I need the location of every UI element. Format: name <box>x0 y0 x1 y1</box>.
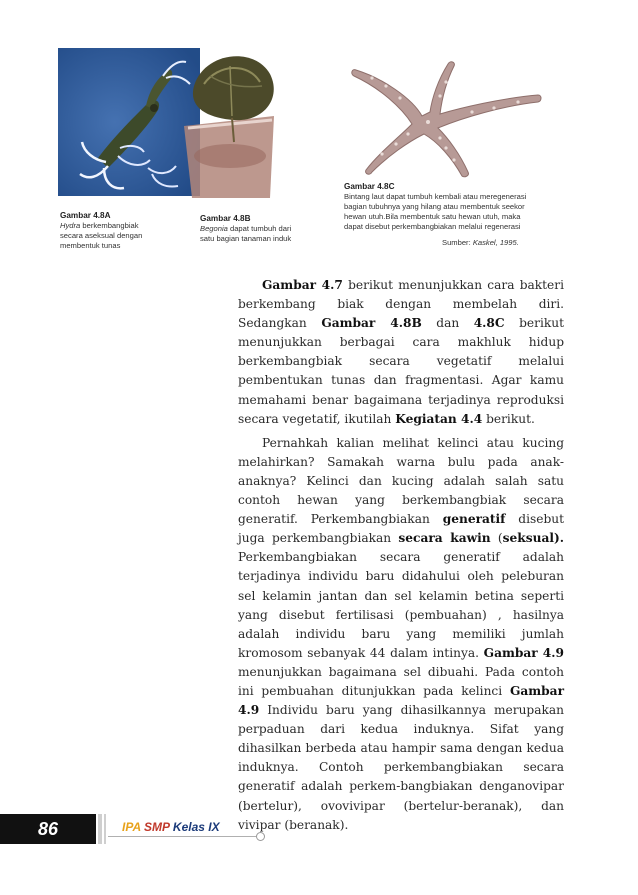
book-title <box>122 820 220 834</box>
text-run: ( <box>490 531 503 546</box>
bold-term: Gambar 4.8B <box>321 316 422 331</box>
caption-text: dapat disebut perkembangbiakan melalui regenerasi <box>344 222 521 231</box>
page-number: 86 <box>0 814 96 844</box>
text-run: disebut juga perkembangbiakan <box>238 512 564 546</box>
caption-title: Gambar 4.8C <box>344 182 395 191</box>
text-run: berikut. <box>482 411 535 426</box>
bold-term: generatif <box>442 512 506 527</box>
caption-figure-4-8c <box>344 181 564 232</box>
book-title-level: SMP <box>144 820 173 834</box>
caption-text: Bintang laut dapat tumbuh kembali atau meregenerasi <box>344 192 527 201</box>
text-run: Perkembangbiakan secara generatif adalah terjadinya individu baru didahului oleh peleburan sel kelamin jantan dan sel kelamin betina seperti yang disebut fertilisasi (pembuahan) , hasilnya adalah individu baru yang memiliki jumlah kromosom sebanyak 44 dalam intinya. <box>238 550 564 660</box>
caption-figure-4-8a <box>60 210 180 251</box>
caption-title: Gambar 4.8B <box>200 214 251 223</box>
bold-term: seksual). <box>502 531 564 546</box>
starfish-photo <box>342 58 548 178</box>
bold-term: Kegiatan 4.4 <box>395 411 483 426</box>
text-run: dan <box>421 316 474 331</box>
main-text <box>238 276 564 835</box>
text-run: berikut menunjukkan cara bakteri berkembang biak dengan membelah diri. Sedangkan <box>238 278 564 331</box>
bold-term: Gambar 4.9 <box>483 645 564 660</box>
caption-species-name: Begonia <box>200 224 228 233</box>
caption-text: membentuk tunas <box>60 241 121 250</box>
bold-term: secara kawin <box>398 531 491 546</box>
footer-divider <box>98 814 102 844</box>
source-label: Sumber: <box>442 238 473 247</box>
text-run: menunjukkan bagaimana sel dibuahi. Pada contoh ini pembuahan ditunjukkan pada kelinci <box>238 664 564 698</box>
paragraph-1 <box>238 276 564 429</box>
image-source <box>442 238 519 247</box>
caption-text: bagian tubuhnya yang hilang atau membentuk seekor <box>344 202 525 211</box>
text-run: berikut menunjukkan berbagai cara makhluk hidup berkembangbiak secara vegetatif melalui pembentukan tunas dan fragmentasi. Agar kamu memahami benar bagaimana terjadinya reproduksi secara vegetatif, ikutilah <box>238 316 564 426</box>
caption-text: hewan utuh.Bila membentuk satu hewan utuh, maka <box>344 212 521 221</box>
bold-term: Gambar 4.9 <box>238 683 564 718</box>
book-title-grade: Kelas IX <box>172 820 220 834</box>
source-name: Kaskel, 1995. <box>472 238 519 247</box>
footer-divider <box>104 814 106 844</box>
bold-term: Gambar 4.7 <box>262 278 343 292</box>
caption-title: Gambar 4.8A <box>60 211 111 220</box>
caption-text: secara aseksual dengan <box>60 231 143 240</box>
footer-circle-ornament <box>256 832 265 841</box>
footer-rule <box>108 836 256 837</box>
text-run: Individu baru yang dihasilkannya merupakan perpaduan dari kedua induknya. Sifat yang dihasilkan berbeda atau hampir sama dengan kedua induknya. Contoh perkembangbiakan secara generatif adalah perkem-bangbiakan denganovipar (bertelur), ovovivipar (bertelur-beranak), dan vivipar (beranak). <box>238 703 564 832</box>
text-run: Pernahkah kalian melihat kelinci atau kucing melahirkan? Samakah warna bulu pada anak-anaknya? Kelinci dan kucing adalah salah satu contoh hewan yang berkembangbiak secara generatif. Perkembangbiakan <box>238 435 564 527</box>
bold-term: 4.8C <box>473 316 505 331</box>
caption-species-name: Hydra <box>60 221 81 230</box>
book-title-subject: IPA <box>122 820 145 834</box>
begonia-photo <box>174 46 286 198</box>
caption-text: berkembangbiak <box>80 221 139 230</box>
paragraph-2 <box>238 434 564 835</box>
caption-text: satu bagian tanaman induk <box>200 234 292 243</box>
caption-text: dapat tumbuh dari <box>227 224 292 233</box>
caption-figure-4-8b <box>200 213 330 244</box>
